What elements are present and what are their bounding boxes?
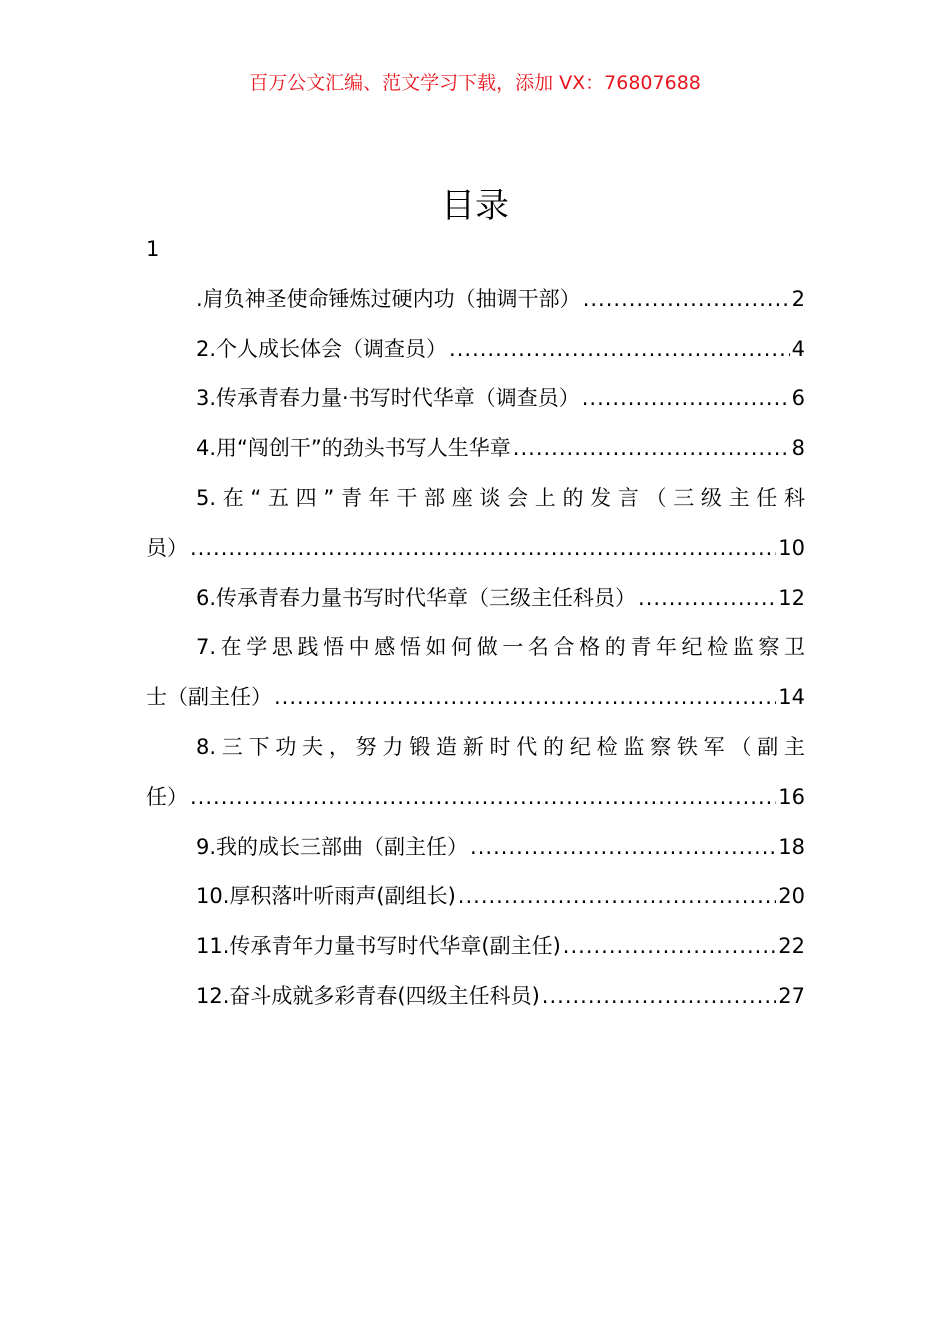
toc-leader-dots bbox=[449, 325, 790, 375]
toc-entry[interactable] bbox=[146, 325, 805, 375]
toc-entry-title: .肩负神圣使命锤炼过硬内功（抽调干部） bbox=[196, 286, 581, 311]
toc-leader-dots bbox=[542, 972, 776, 1022]
toc-number-text: 1 bbox=[146, 237, 160, 261]
toc-entry[interactable] bbox=[146, 972, 805, 1022]
toc-entry-continuation[interactable] bbox=[146, 524, 805, 574]
toc-entry-title: 2.个人成长体会（调查员） bbox=[196, 336, 448, 361]
toc-entry[interactable] bbox=[146, 623, 805, 673]
toc-entry-page: 22 bbox=[778, 934, 805, 959]
toc-entry-title: 3.传承青春力量·书写时代华章（调查员） bbox=[196, 386, 580, 411]
toc-entry[interactable] bbox=[146, 823, 805, 873]
toc-entry[interactable] bbox=[146, 424, 805, 474]
toc-entry-page: 27 bbox=[778, 983, 805, 1008]
toc-leader-dots bbox=[470, 823, 776, 873]
toc-leader-dots bbox=[583, 275, 790, 325]
toc-leader-dots bbox=[458, 872, 776, 922]
toc-entry-page: 18 bbox=[778, 834, 805, 859]
toc-entry-title-cont: 任） bbox=[146, 784, 188, 809]
toc-entry[interactable] bbox=[146, 574, 805, 624]
toc-entry-continuation[interactable] bbox=[146, 673, 805, 723]
toc-leader-dots bbox=[274, 673, 776, 723]
toc-entry-page: 12 bbox=[778, 585, 805, 610]
toc-entry-page: 16 bbox=[778, 784, 805, 809]
toc-entry-title: 8.三下功夫，努力锻造新时代的纪检监察铁军（副主 bbox=[196, 734, 805, 759]
toc-entry-page: 4 bbox=[791, 336, 805, 361]
toc-entry-title: 4.用“闯创干”的劲头书写人生华章 bbox=[196, 436, 511, 461]
toc-leader-dots bbox=[513, 424, 790, 474]
toc-entry[interactable] bbox=[146, 922, 805, 972]
toc-leader-dots bbox=[563, 922, 776, 972]
toc-entry-page: 20 bbox=[778, 884, 805, 909]
toc-entry-title: 11.传承青年力量书写时代华章(副主任) bbox=[196, 934, 561, 959]
page-title: 目录 bbox=[441, 186, 509, 226]
toc-entry-page: 2 bbox=[791, 286, 805, 311]
toc-entry[interactable] bbox=[146, 275, 805, 325]
toc-number bbox=[146, 225, 805, 275]
toc-entry-continuation[interactable] bbox=[146, 773, 805, 823]
toc-leader-dots bbox=[638, 574, 776, 624]
table-of-contents bbox=[146, 225, 805, 1022]
toc-entry-title-cont: 士（副主任） bbox=[146, 685, 272, 710]
toc-entry[interactable] bbox=[146, 723, 805, 773]
toc-entry-title: 5.在“五四”青年干部座谈会上的发言（三级主任科 bbox=[196, 485, 805, 510]
watermark-banner: 百万公文汇编、范文学习下载，添加 VX：76807688 bbox=[249, 72, 701, 94]
toc-leader-dots bbox=[190, 773, 776, 823]
toc-entry[interactable] bbox=[146, 374, 805, 424]
toc-entry[interactable] bbox=[146, 474, 805, 524]
toc-entry-title: 10.厚积落叶听雨声(副组长) bbox=[196, 884, 456, 909]
toc-entry-title: 6.传承青春力量书写时代华章（三级主任科员） bbox=[196, 585, 637, 610]
toc-entry-page: 10 bbox=[778, 535, 805, 560]
toc-entry-title: 9.我的成长三部曲（副主任） bbox=[196, 834, 469, 859]
toc-entry-page: 8 bbox=[791, 436, 805, 461]
toc-leader-dots bbox=[190, 524, 776, 574]
toc-entry-title: 12.奋斗成就多彩青春(四级主任科员) bbox=[196, 983, 540, 1008]
toc-entry-title-cont: 员） bbox=[146, 535, 188, 560]
toc-entry-title: 7.在学思践悟中感悟如何做一名合格的青年纪检监察卫 bbox=[196, 635, 805, 660]
toc-entry[interactable] bbox=[146, 872, 805, 922]
toc-leader-dots bbox=[582, 374, 790, 424]
toc-entry-page: 14 bbox=[778, 685, 805, 710]
toc-entry-page: 6 bbox=[791, 386, 805, 411]
